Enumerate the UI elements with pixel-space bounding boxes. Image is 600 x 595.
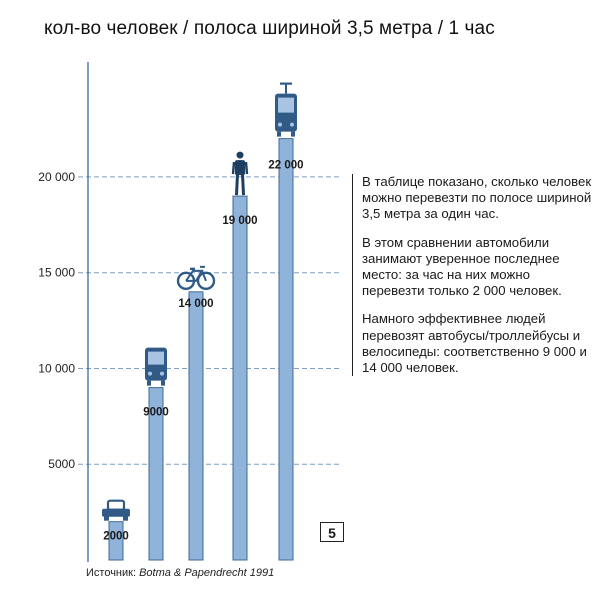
y-tick-label: 10 000: [38, 361, 75, 376]
bar: [233, 196, 247, 560]
value-label: 19 000: [222, 215, 258, 228]
y-tick-labels: [38, 170, 75, 471]
value-label: 14 000: [178, 297, 214, 310]
bars: [109, 139, 293, 560]
grid-lines: [78, 177, 340, 464]
source-prefix: Источник:: [86, 567, 140, 579]
value-label: 9000: [143, 406, 169, 419]
value-label: 2000: [103, 530, 129, 543]
source-name: Botma & Papendrecht 1991: [139, 567, 275, 579]
car-icon: [102, 501, 130, 521]
note-paragraph: В таблице показано, сколько человек можно перевезти по полосе шириной 3,5 метра за один час.: [362, 174, 592, 222]
page-number-box: 5: [320, 522, 344, 542]
y-tick-label: 15 000: [38, 265, 75, 280]
y-tick-label: 5000: [48, 457, 75, 472]
note-paragraph: Намного эффективнее людей перевозят автобусы/троллейбусы и велосипеды: соответственно 9 000 и 14 000 человек.: [362, 311, 587, 376]
side-note: [352, 174, 592, 376]
bar: [279, 139, 293, 560]
y-tick-label: 20 000: [38, 169, 75, 184]
bus-icon: [145, 348, 167, 386]
value-label: 22 000: [268, 159, 304, 172]
tram-icon: [275, 84, 297, 137]
pedestrian-icon: [233, 152, 247, 196]
bicycle-icon: [178, 267, 214, 289]
source-line: [86, 567, 274, 579]
chart-title: кол-во человек / полоса шириной 3,5 метра / 1 час: [44, 18, 495, 39]
bar: [189, 292, 203, 560]
note-paragraph: В этом сравнении автомобили занимают уверенное последнее место: за час на них можно перевезти только 2 000 человек.: [362, 234, 562, 299]
